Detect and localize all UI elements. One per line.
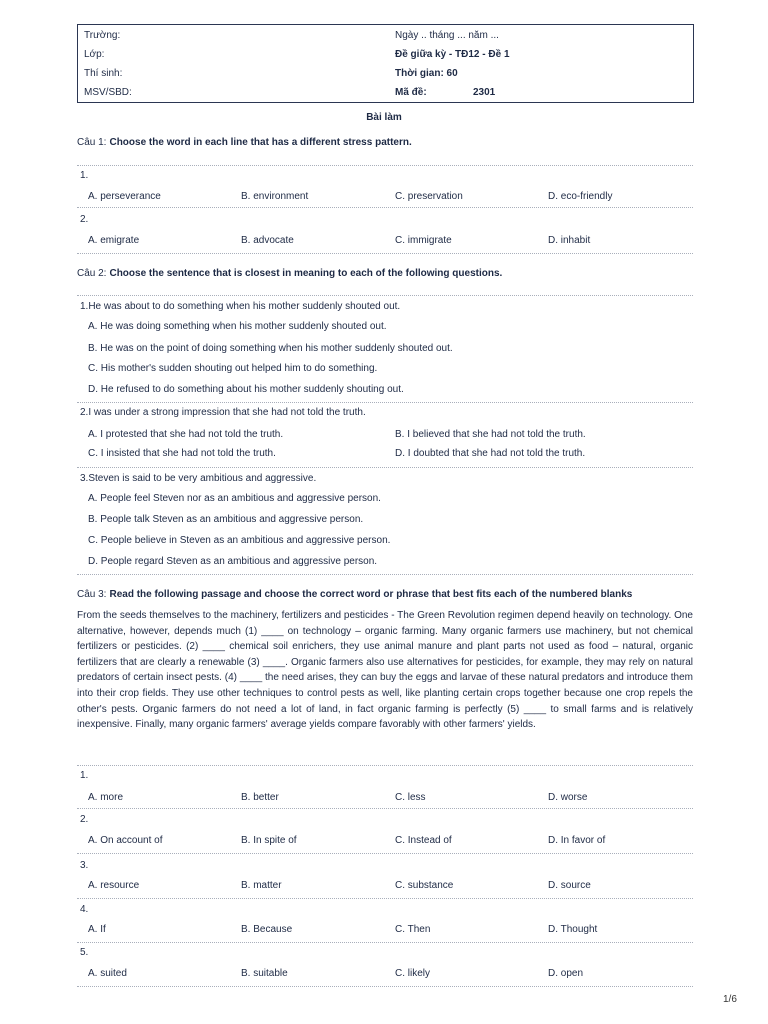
q3-item-5-option-c: C. likely <box>395 968 431 979</box>
q2-item-2-stem: 2.I was under a strong impression that she had not told the truth. <box>80 407 366 418</box>
class-label: Lớp: <box>84 49 105 60</box>
q2-item-3-option-c: C. People believe in Steven as an ambitious and aggressive person. <box>88 535 391 546</box>
question-3-heading <box>77 589 632 601</box>
q3-item-1-option-c: C. less <box>395 792 426 803</box>
q3-item-2-number: 2. <box>80 814 89 825</box>
q2-item-2-option-d: D. I doubted that she had not told the truth. <box>395 448 586 459</box>
exam-header-box <box>77 24 694 103</box>
exam-code-label: Mã đề: <box>395 87 427 98</box>
q2-item-3-option-d: D. People regard Steven as an ambitious and aggressive person. <box>88 556 378 567</box>
q3-item-1-option-d: D. worse <box>548 792 588 803</box>
q3-item-2-option-c: C. Instead of <box>395 835 452 846</box>
exam-duration: Thời gian: 60 <box>395 68 458 79</box>
divider <box>77 165 693 166</box>
question-2-heading <box>77 268 502 280</box>
q2-item-1-option-b: B. He was on the point of doing something when his mother suddenly shouted out. <box>88 343 453 354</box>
q2-item-2-option-a: A. I protested that she had not told the truth. <box>88 429 284 440</box>
q3-item-3-option-b: B. matter <box>241 880 282 891</box>
section-title: Bài làm <box>366 112 402 123</box>
q2-item-3-option-b: B. People talk Steven as an ambitious and aggressive person. <box>88 514 364 525</box>
q2-item-1-option-c: C. His mother's sudden shouting out helped him to do something. <box>88 363 378 374</box>
q1-item-2-option-b: B. advocate <box>241 235 294 246</box>
q3-item-1-option-a: A. more <box>88 792 124 803</box>
q1-item-1-option-c: C. preservation <box>395 191 463 202</box>
question-1-heading <box>77 137 412 149</box>
q3-item-4-number: 4. <box>80 904 89 915</box>
student-id-label: MSV/SBD: <box>84 87 132 98</box>
q3-item-4-option-a: A. If <box>88 924 106 935</box>
divider <box>77 853 693 854</box>
q1-item-1-number: 1. <box>80 170 89 181</box>
q3-item-3-option-a: A. resource <box>88 880 140 891</box>
q2-item-1-option-d: D. He refused to do something about his mother suddenly shouting out. <box>88 384 404 395</box>
school-label: Trường: <box>84 30 121 41</box>
q3-item-5-option-b: B. suitable <box>241 968 288 979</box>
divider <box>77 207 693 208</box>
exam-code-value: 2301 <box>473 87 496 98</box>
question-3-label: Câu 3: <box>77 589 107 600</box>
question-2-label: Câu 2: <box>77 268 107 279</box>
q3-item-1-number: 1. <box>80 770 89 781</box>
candidate-label: Thí sinh: <box>84 68 123 79</box>
q3-item-2-option-d: D. In favor of <box>548 835 606 846</box>
divider <box>77 765 693 766</box>
divider <box>77 986 693 987</box>
q1-item-1-option-b: B. environment <box>241 191 309 202</box>
divider <box>77 467 693 468</box>
q3-item-3-option-c: C. substance <box>395 880 454 891</box>
question-3-instruction: Read the following passage and choose the correct word or phrase that best fits each of the numbered blanks <box>109 589 633 600</box>
divider <box>77 253 693 254</box>
reading-passage: From the seeds themselves to the machinery, fertilizers and pesticides - The Green Revolution regimen depend heavily on technology. One alternative, however, depends much (1) ____ on technology – organic farming. Many organic farmers use machinery, but not chemical fertilizers or pesticides. (2) ____ chemical soil enrichers, they use animal manure and plant parts not used as food – natural, organic fertilizers that are clearly a renewable (3) ____. Organic farmers also use alternatives for pesticides, for example, they may rely on natural predators of certain insect pests. (4) ____ the need arises, they can buy the eggs and larvae of these natural predators and introduce them into their crop fields. They use other techniques to control pests as well, like planting certain crops together because one crop repels the other's pests. Organic farmers do not need a lot of land, in fact organic farming is perfectly (5) ____ to small farms and is relatively inexpensive. Finally, many organic farmers' average yields compare favorably with other farmers' yields. <box>77 610 693 731</box>
question-1-instruction: Choose the word in each line that has a different stress pattern. <box>109 137 412 148</box>
q3-item-1-option-b: B. better <box>241 792 279 803</box>
q3-item-5-option-d: D. open <box>548 968 584 979</box>
divider <box>77 808 693 809</box>
q3-item-4-option-d: D. Thought <box>548 924 598 935</box>
q1-item-2-option-d: D. inhabit <box>548 235 591 246</box>
divider <box>77 402 693 403</box>
q2-item-1-option-a: A. He was doing something when his mother suddenly shouted out. <box>88 321 387 332</box>
q2-item-2-option-b: B. I believed that she had not told the truth. <box>395 429 586 440</box>
q3-item-5-option-a: A. suited <box>88 968 127 979</box>
q1-item-2-number: 2. <box>80 214 89 225</box>
q2-item-3-stem: 3.Steven is said to be very ambitious and aggressive. <box>80 473 317 484</box>
divider <box>77 898 693 899</box>
q2-item-2-option-c: C. I insisted that she had not told the truth. <box>88 448 276 459</box>
q3-item-3-option-d: D. source <box>548 880 591 891</box>
q1-item-2-option-c: C. immigrate <box>395 235 452 246</box>
divider <box>77 574 693 575</box>
q2-item-1-stem: 1.He was about to do something when his mother suddenly shouted out. <box>80 301 401 312</box>
q1-item-1-option-a: A. perseverance <box>88 191 161 202</box>
q2-item-3-option-a: A. People feel Steven nor as an ambitious and aggressive person. <box>88 493 381 504</box>
q1-item-1-option-d: D. eco-friendly <box>548 191 613 202</box>
q3-item-2-option-b: B. In spite of <box>241 835 297 846</box>
page-number: 1/6 <box>723 994 737 1005</box>
q3-item-3-number: 3. <box>80 860 89 871</box>
q3-item-2-option-a: A. On account of <box>88 835 163 846</box>
q3-item-4-option-c: C. Then <box>395 924 431 935</box>
exam-title: Đề giữa kỳ - TĐ12 - Đề 1 <box>395 49 510 60</box>
question-2-instruction: Choose the sentence that is closest in meaning to each of the following questions. <box>109 268 503 279</box>
question-1-label: Câu 1: <box>77 137 107 148</box>
q3-item-5-number: 5. <box>80 947 89 958</box>
exam-date: Ngày .. tháng ... năm ... <box>395 30 499 41</box>
q1-item-2-option-a: A. emigrate <box>88 235 140 246</box>
divider <box>77 942 693 943</box>
divider <box>77 295 693 296</box>
q3-item-4-option-b: B. Because <box>241 924 293 935</box>
